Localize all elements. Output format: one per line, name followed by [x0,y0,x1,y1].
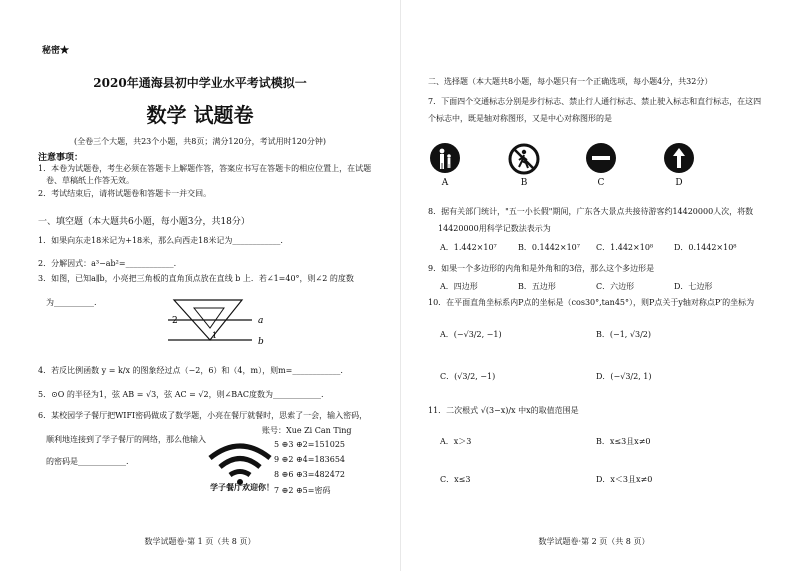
q9-option-d: D．七边形 [674,282,713,291]
question-6b: 顺利地连接到了学子餐厅的网络，那么他输入 [46,435,206,444]
right-page-footer: 数学试题卷·第 2 页（共 8 页） [538,537,650,546]
q11-option-b: B．x≤3且x≠0 [596,437,651,446]
notice-2: 2．考试结束后，请将试题卷和答题卡一并交回。 [38,189,212,198]
section1-heading: 一、填空题（本大题共6小题，每小题3分，共18分） [38,217,250,227]
q11-option-d: D．x＜3且x≠0 [596,475,653,484]
sign-b-label: B [520,178,528,188]
question-8a: 8．据有关部门统计，"五一小长假"期间，广东各大景点共接待游客约14420000人次，将数 [428,207,754,216]
exam-title: 2020年通海县初中学业水平考试模拟一 [93,76,307,90]
question-3a: 3．如图，已知a∥b，小亮把三角板的直角顶点放在直线 b 上．若∠1=40°，则∠2 的度数 [38,274,354,283]
q10-option-c: C．(√3/2, −1) [440,372,496,381]
question-6a: 6．某校园学子餐厅把WIFI密码做成了数学题，小亮在餐厅就餐时，思索了一会，输入密码， [38,411,368,420]
wifi-equation-1: 5 ⊕3 ⊕2=151025 [274,440,346,449]
straight-ahead-sign-icon [664,143,694,173]
q8-option-a: A．1.442×10⁷ [440,243,497,252]
line-b-label: b [258,337,264,347]
sign-a-label: A [441,178,449,188]
angle-1-label: 1 [212,331,218,340]
wifi-icon [205,438,275,486]
q10-option-d: D．(−√3/2, 1) [596,372,652,381]
wifi-account: 账号：Xue Zi Can Ting [262,426,352,435]
question-7b: 个标志中，既是轴对称图形，又是中心对称图形的是 [428,114,612,123]
page-divider [400,0,401,571]
q9-option-a: A．四边形 [440,282,478,291]
exam-instructions: (全卷三个大题，共23个小题，共8页；满分120分，考试用时120分钟) [73,137,327,146]
wifi-caption: 学子餐厅欢迎你！ [210,482,274,492]
paper-title: 数学 试题卷 [146,103,254,127]
q9-option-c: C．六边形 [596,282,635,291]
wifi-equation-3: 8 ⊕6 ⊕3=482472 [274,470,346,479]
left-page-footer: 数学试题卷·第 1 页（共 8 页） [144,537,256,546]
wifi-equation-2: 9 ⊕2 ⊕4=183654 [274,455,346,464]
question-4: 4．若反比例函数 y = k/x 的图象经过点（−2，6）和（4，m），则m=____________. [38,366,343,375]
q9-option-b: B．五边形 [518,282,556,291]
notice-heading: 注意事项： [38,153,84,163]
q8-option-b: B．0.1442×10⁷ [518,243,580,252]
q10-option-b: B．(−1, √3/2) [596,330,651,339]
walking-sign-icon [430,143,460,173]
no-pedestrian-sign-icon [508,143,540,175]
angle-2-label: 2 [172,316,178,326]
question-9: 9．如果一个多边形的内角和是外角和的3倍，那么这个多边形是 [428,264,655,273]
question-3b: 为__________. [46,298,97,307]
question-6c: 的密码是____________. [46,457,129,466]
line-a-label: a [258,316,264,326]
question-7a: 7．下面四个交通标志分别是步行标志、禁止行人通行标志、禁止驶入标志和直行标志，在这四 [428,97,762,106]
q8-option-c: C．1.442×10⁸ [596,243,654,252]
question-11: 11．二次根式 √(3−x)/x 中x的取值范围是 [428,406,579,415]
notice-1a: 1．本卷为试题卷，考生必须在答题卡上解题作答，答案应书写在答题卡的相应位置上，在试题 [38,164,372,173]
q11-option-c: C．x≤3 [440,475,471,484]
set-square-inner [194,308,224,328]
section2-heading: 二、选择题（本大题共8小题，每小题只有一个正确选项，每小题4分，共32分） [428,77,713,86]
q11-option-a: A．x＞3 [440,437,472,446]
question-5: 5．⊙O 的半径为1，弦 AB = √3，弦 AC = √2，则∠BAC度数为____________. [38,390,324,399]
question-1: 1．如果向东走18米记为+18米，那么向西走18米记为____________. [38,236,283,245]
wifi-equation-4: 7 ⊕2 ⊕5=密码 [274,486,331,495]
confidential-mark: 秘密★ [42,46,70,56]
no-entry-sign-icon [586,143,616,173]
notice-1b: 卷、草稿纸上作答无效。 [46,176,134,185]
question-8b: 14420000用科学记数法表示为 [438,224,551,233]
q8-option-d: D．0.1442×10⁸ [674,243,737,252]
sign-d-label: D [675,178,683,188]
sign-c-label: C [597,178,605,188]
question-10: 10．在平面直角坐标系内P点的坐标是（cos30°,tan45°），则P点关于y轴对称点P′的坐标为 [428,298,755,307]
question-2: 2．分解因式：a³−ab²=____________. [38,259,177,268]
triangle-parallel-lines-figure [160,290,280,348]
q10-option-a: A．(−√3/2, −1) [440,330,502,339]
